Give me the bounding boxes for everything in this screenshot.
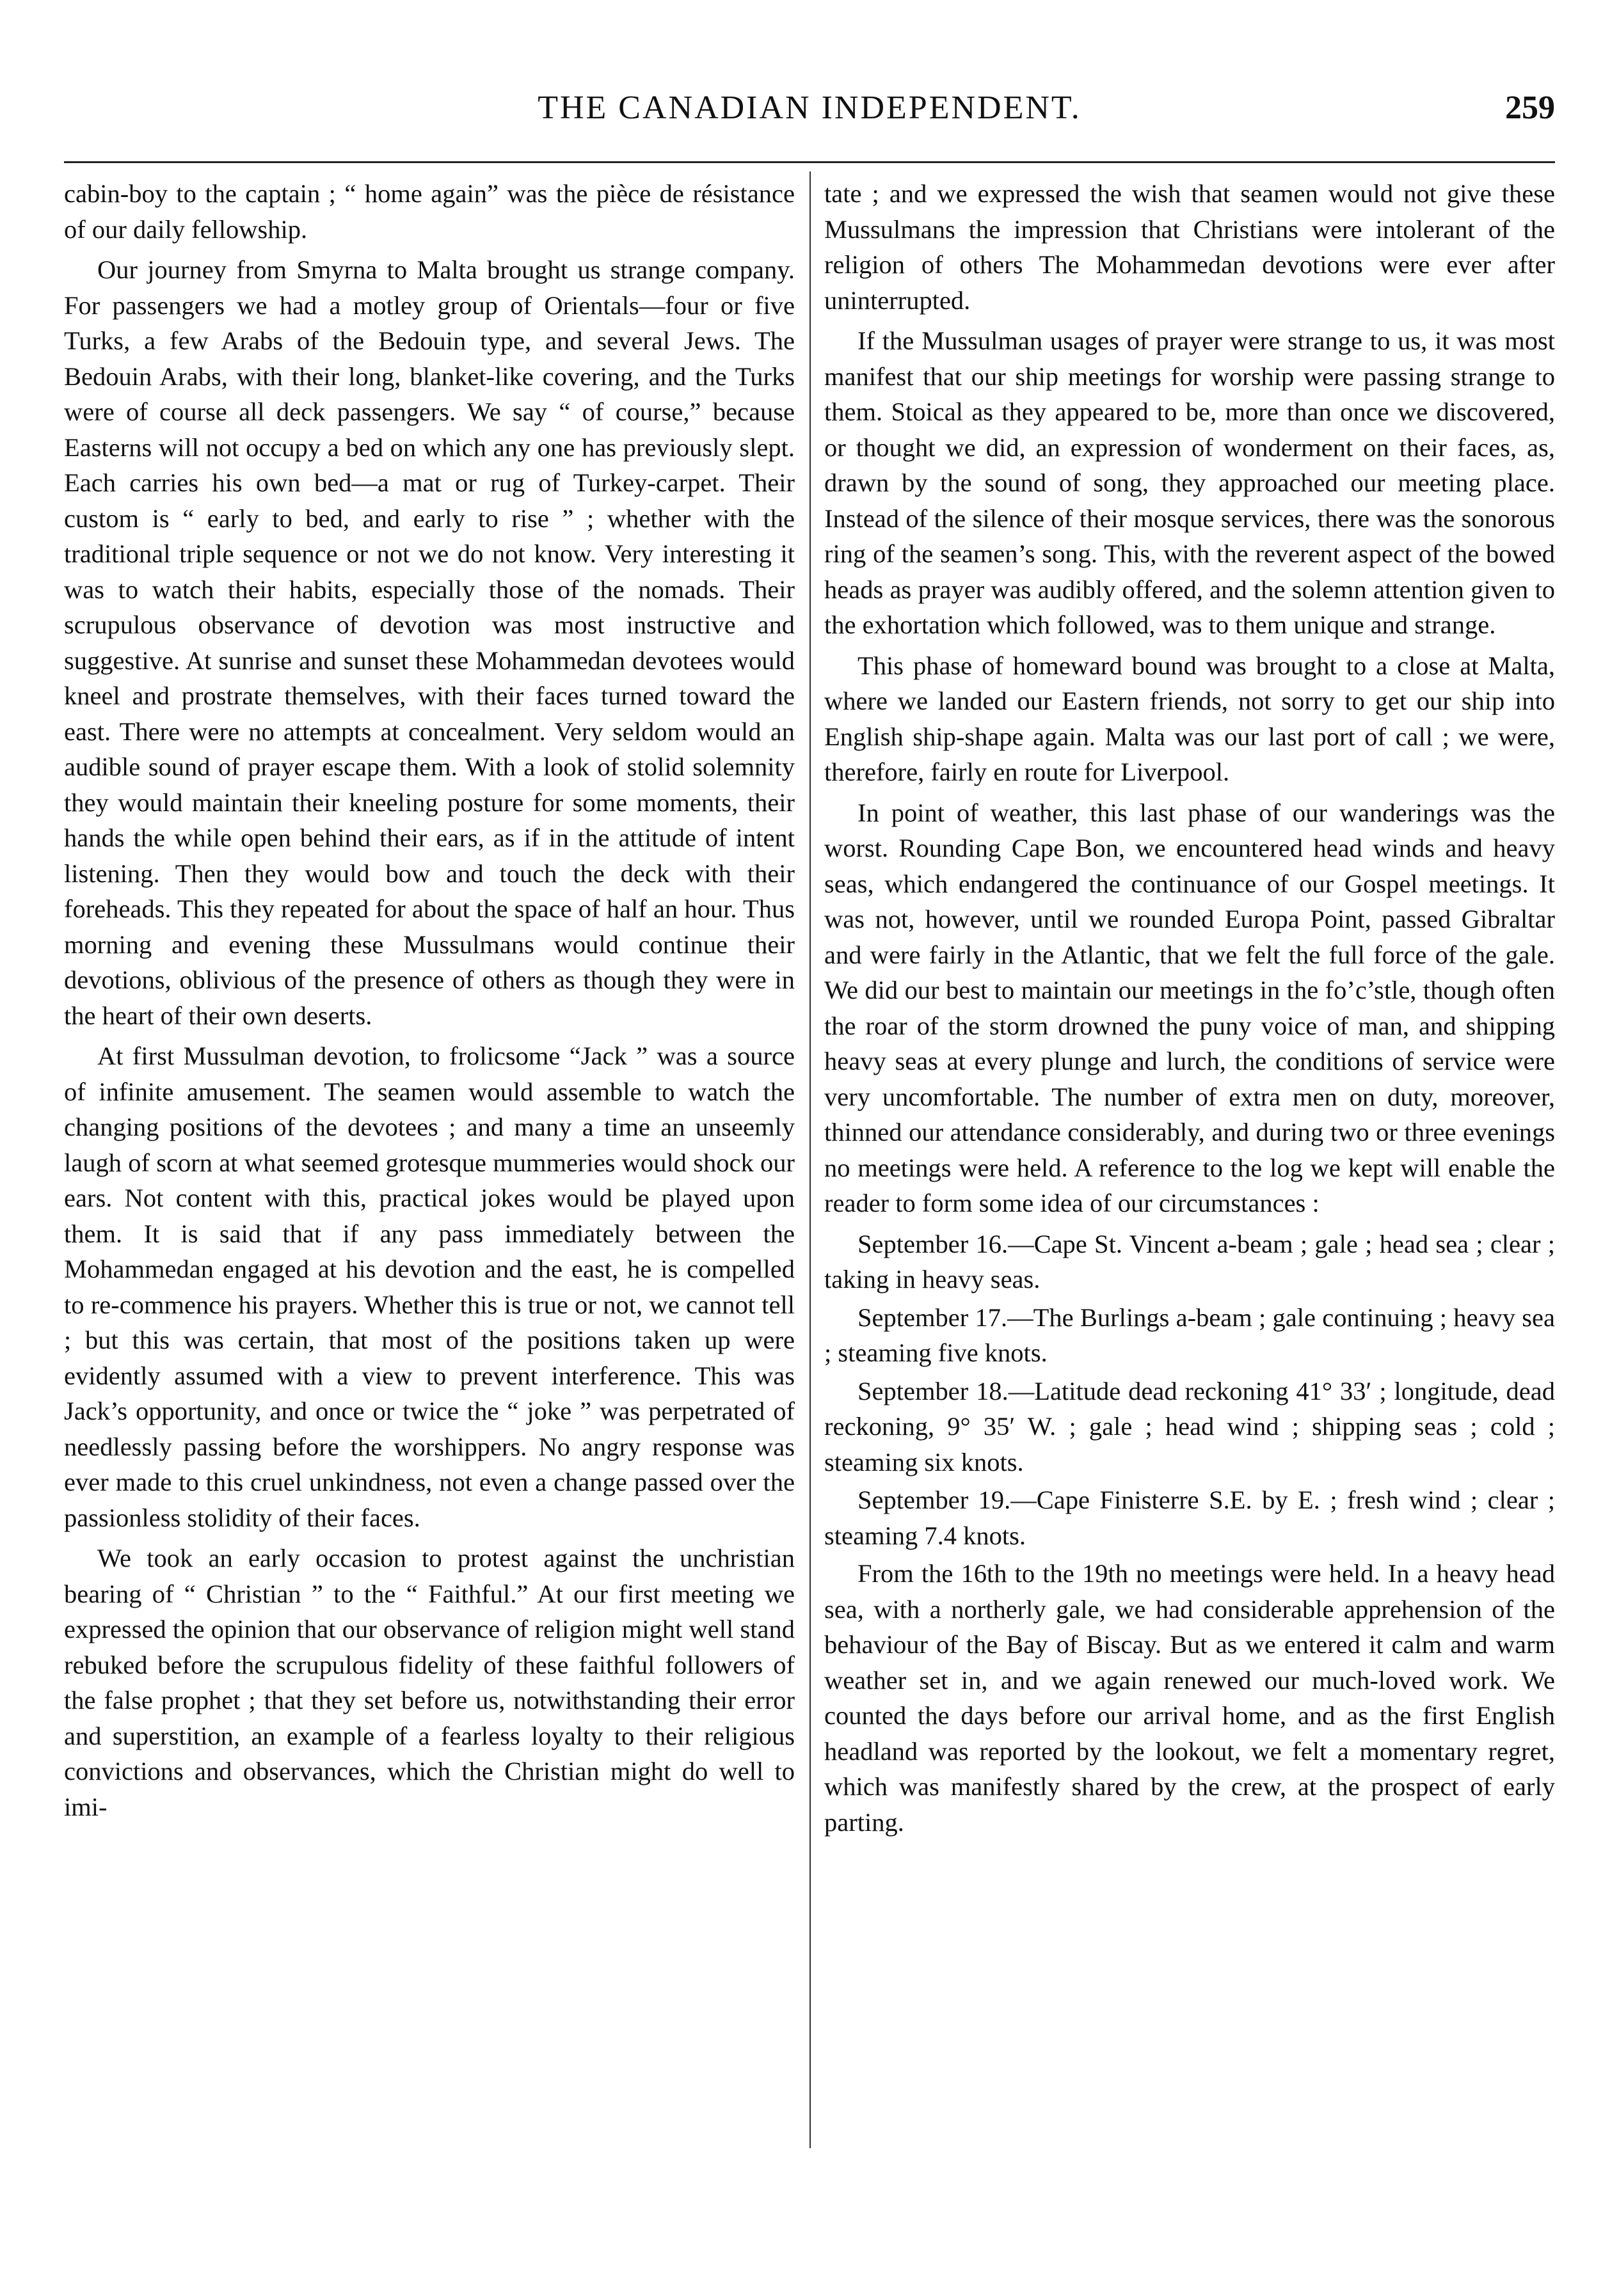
page-number: 259	[1505, 90, 1555, 126]
header-rule	[64, 161, 1555, 163]
log-entry: September 17.—The Burlings a-beam ; gale continuing ; heavy sea ; steaming five knots.	[824, 1302, 1555, 1367]
log-entry: September 18.—Latitude dead reckoning 41° 33′ ; longitude, dead reckoning, 9° 35′ W. ; gale ; head wind ; shipping seas ; cold ; steaming six knots.	[824, 1376, 1555, 1477]
paragraph: From the 16th to the 19th no meetings were held. In a heavy head sea, with a northerly gale, we had considerable apprehension of the behaviour of the Bay of Biscay. But as we entered it calm and warm weather set in, and we again renewed our much-loved work. We counted the days before our arrival home, and as the first English headland was reported by the lookout, we felt a momentary regret, which was manifestly shared by the crew, at the prospect of early parting.	[824, 1559, 1555, 1837]
right-column	[824, 176, 1555, 2146]
log-entry: September 16.—Cape St. Vincent a-beam ; gale ; head sea ; clear ; taking in heavy seas.	[824, 1229, 1555, 1294]
journal-title: THE CANADIAN INDEPENDENT.	[538, 90, 1081, 126]
paragraph: In point of weather, this last phase of our wanderings was the worst. Rounding Cape Bon, we encountered head winds and heavy seas, which endangered the continuance of our Gospel meetings. It was not, however, until we rounded Europa Point, passed Gibraltar and were fairly in the Atlantic, that we felt the full force of the gale. We did our best to maintain our meetings in the fo’c’stle, though often the roar of the storm drowned the puny voice of man, and shipping heavy seas at every plunge and lurch, the conditions of service were very uncomfortable. The number of extra men on duty, moreover, thinned our attendance considerably, and during two or three evenings no meetings were held. A reference to the log we kept will enable the reader to form some idea of our circumstances :	[824, 798, 1555, 1217]
paragraph: At first Mussulman devotion, to frolicsome “Jack ” was a source of infinite amusement. The seamen would assemble to watch the changing positions of the devotees ; and many a time an unseemly laugh of scorn at what seemed grotesque mummeries would shock our ears. Not content with this, practical jokes would be played upon them. It is said that if any pass immediately between the Mohammedan engaged at his devotion and the east, he is compelled to re-commence his prayers. Whether this is true or not, we cannot tell ; but this was certain, that most of the positions taken up were evidently assumed with a view to prevent interference. This was Jack’s opportunity, and once or twice the “ joke ” was perpetrated of needlessly passing before the worshippers. No angry response was ever made to this cruel unkindness, not even a change passed over the passionless stolidity of their faces.	[64, 1041, 795, 1532]
paragraph: We took an early occasion to protest against the unchristian bearing of “ Christian ” to the “ Faithful.” At our first meeting we expressed the opinion that our observance of religion might well stand rebuked before the scrupulous fidelity of these faithful followers of the false prophet ; that they set before us, notwithstanding their error and superstition, an example of a fearless loyalty to their religious convictions and observances, which the Christian might do well to imi-	[64, 1544, 795, 1821]
paragraph: tate ; and we expressed the wish that seamen would not give these Mussulmans the impression that Christians were intolerant of the religion of others The Mohammedan devotions were ever after uninterrupted.	[824, 179, 1555, 315]
paragraph: cabin-boy to the captain ; “ home again” was the pièce de résistance of our daily fellowship.	[64, 179, 795, 244]
log-entry: September 19.—Cape Finisterre S.E. by E. ; fresh wind ; clear ; steaming 7.4 knots.	[824, 1485, 1555, 1550]
column-divider	[810, 171, 811, 2148]
left-column	[64, 176, 795, 2146]
paragraph: Our journey from Smyrna to Malta brought us strange company. For passengers we had a motley group of Orientals—four or five Turks, a few Arabs of the Bedouin type, and several Jews. The Bedouin Arabs, with their long, blanket-like covering, and the Turks were of course all deck passengers. We say “ of course,” because Easterns will not occupy a bed on which any one has previously slept. Each carries his own bed—a mat or rug of Turkey-carpet. Their custom is “ early to bed, and early to rise ” ; whether with the traditional triple sequence or not we do not know. Very interesting it was to watch their habits, especially those of the nomads. Their scrupulous observance of devotion was most instructive and suggestive. At sunrise and sunset these Mohammedan devotees would kneel and prostrate themselves, with their faces turned toward the east. There were no attempts at concealment. Very seldom would an audible sound of prayer escape them. With a look of stolid solemnity they would maintain their kneeling posture for some moments, their hands the while open behind their ears, as if in the attitude of intent listening. Then they would bow and touch the deck with their foreheads. This they repeated for about the space of half an hour. Thus morning and evening these Mussulmans would continue their devotions, oblivious of the presence of others as though they were in the heart of their own deserts.	[64, 255, 795, 1030]
paragraph: This phase of homeward bound was brought to a close at Malta, where we landed our Eastern friends, not sorry to get our ship into English ship-shape again. Malta was our last port of call ; we were, therefore, fairly en route for Liverpool.	[824, 651, 1555, 786]
running-header	[64, 82, 1555, 134]
paragraph: If the Mussulman usages of prayer were strange to us, it was most manifest that our ship meetings for worship were passing strange to them. Stoical as they appeared to be, more than once we discovered, or thought we did, an expression of wonderment on their faces, as, drawn by the sound of song, they approached our meeting place. Instead of the silence of their mosque services, there was the sonorous ring of the seamen’s song. This, with the reverent aspect of the bowed heads as prayer was audibly offered, and the solemn attention given to the exhortation which followed, was to them unique and strange.	[824, 326, 1555, 639]
